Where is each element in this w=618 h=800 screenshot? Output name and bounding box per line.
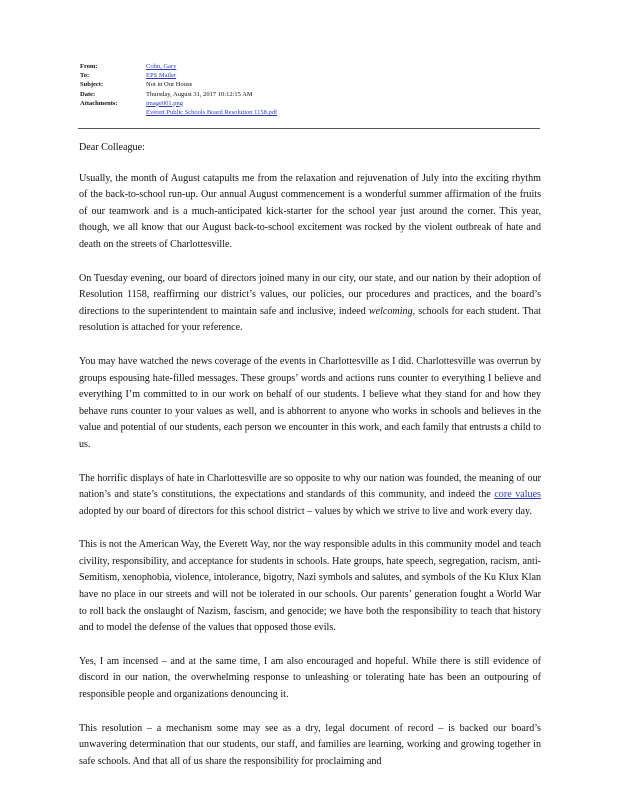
- paragraph-7: This resolution – a mechanism some may see as a dry, legal document of record – is backed our board’s unwavering determination that our students, our staff, and families are learning, working and growing together in safe schools. And that all of us share the responsibility for proclaiming and: [79, 722, 541, 767]
- emphasis-welcoming: welcoming: [368, 305, 413, 317]
- from-row: [80, 62, 530, 71]
- subject-row: [80, 80, 530, 89]
- attachments-row: [80, 99, 530, 117]
- paragraph-6: Yes, I am incensed – and at the same time, I am also encouraged and hopeful. While there is still evidence of discord in our nation, the overwhelming response to unleashing or tolerating hate has been an outpouring of responsible people and organizations denouncing it.: [79, 655, 541, 701]
- paragraph-3: You may have watched the news coverage of the events in Charlottesville as I did. Charlottesville was overrun by groups espousing hate-filled messages. These groups’ words and actions runs counter to everything I believe and everything I’m committed to in our work on behalf of our students. I believe what they stand for and how they behave runs counter to your values as well, and is abhorrent to anyone who works in schools and believes in the value and potential of our students, each person we encounter in this work, and each family that entrusts a child to us.: [79, 355, 541, 450]
- greeting: Dear Colleague:: [79, 142, 145, 153]
- attachment-link-resolution[interactable]: Everett Public Schools Board Resolution 1158.pdf: [146, 109, 278, 117]
- attachment-link-image[interactable]: image001.png: [146, 99, 184, 107]
- header-divider: [78, 128, 540, 129]
- date-label: Date:: [80, 90, 96, 98]
- to-row: [80, 71, 530, 80]
- letter-body: [79, 140, 541, 787]
- paragraph-4: The horrific displays of hate in Charlottesville are so opposite to why our nation was founded, the meaning of our nation’s and state’s constitutions, the expectations and standards of this community, and indeed the core values adopted by our board of directors for this school district – values by which we strive to live and work every day.: [79, 472, 541, 517]
- from-label: From:: [80, 63, 98, 70]
- to-link[interactable]: EPS Mailer: [146, 72, 177, 80]
- from-link[interactable]: Cohn, Gary: [146, 63, 177, 70]
- core-values-link[interactable]: core values: [494, 489, 541, 501]
- email-header: [80, 62, 530, 117]
- subject-value: Not in Our House: [146, 81, 193, 89]
- date-value: Thursday, August 31, 2017 10:12:15 AM: [146, 90, 253, 98]
- subject-label: Subject:: [80, 81, 104, 89]
- paragraph-1: Usually, the month of August catapults me from the relaxation and rejuvenation of July into the exciting rhythm of the back-to-school run-up. Our annual August commencement is a wonderful summer affirmation of the fruits of our teamwork and is a much-anticipated kick-starter for the school year just around the corner. This year, though, we all know that our August back-to-school excitement was rocked by the violent outbreak of hate and death on the streets of Charlottesville.: [79, 172, 541, 250]
- paragraph-5: This is not the American Way, the Everett Way, nor the way responsible adults in this community model and teach civility, responsibility, and acceptance for students in schools. Hate groups, hate speech, segregation, racism, anti-Semitism, xenophobia, violence, intolerance, bigotry, Nazi symbols and salutes, and symbols of the Ku Klux Klan have no place in our streets and will not be tolerated in our schools. Our parents’ generation fought a World War to roll back the onslaught of Nazism, fascism, and genocide; we have both the responsibility to teach that history and to model the defense of the values that opposed those evils.: [79, 539, 541, 634]
- date-row: [80, 90, 530, 99]
- attachments-label: Attachments:: [80, 99, 118, 107]
- paragraph-2: On Tuesday evening, our board of directors joined many in our city, our state, and our nation by their adoption of Resolution 1158, reaffirming our district’s values, our policies, our procedures and practices, and the board’s directions to the superintendent to maintain safe and inclusive, indeed welcoming, schools for each student. That resolution is attached for your reference.: [79, 272, 541, 334]
- to-label: To:: [80, 72, 90, 80]
